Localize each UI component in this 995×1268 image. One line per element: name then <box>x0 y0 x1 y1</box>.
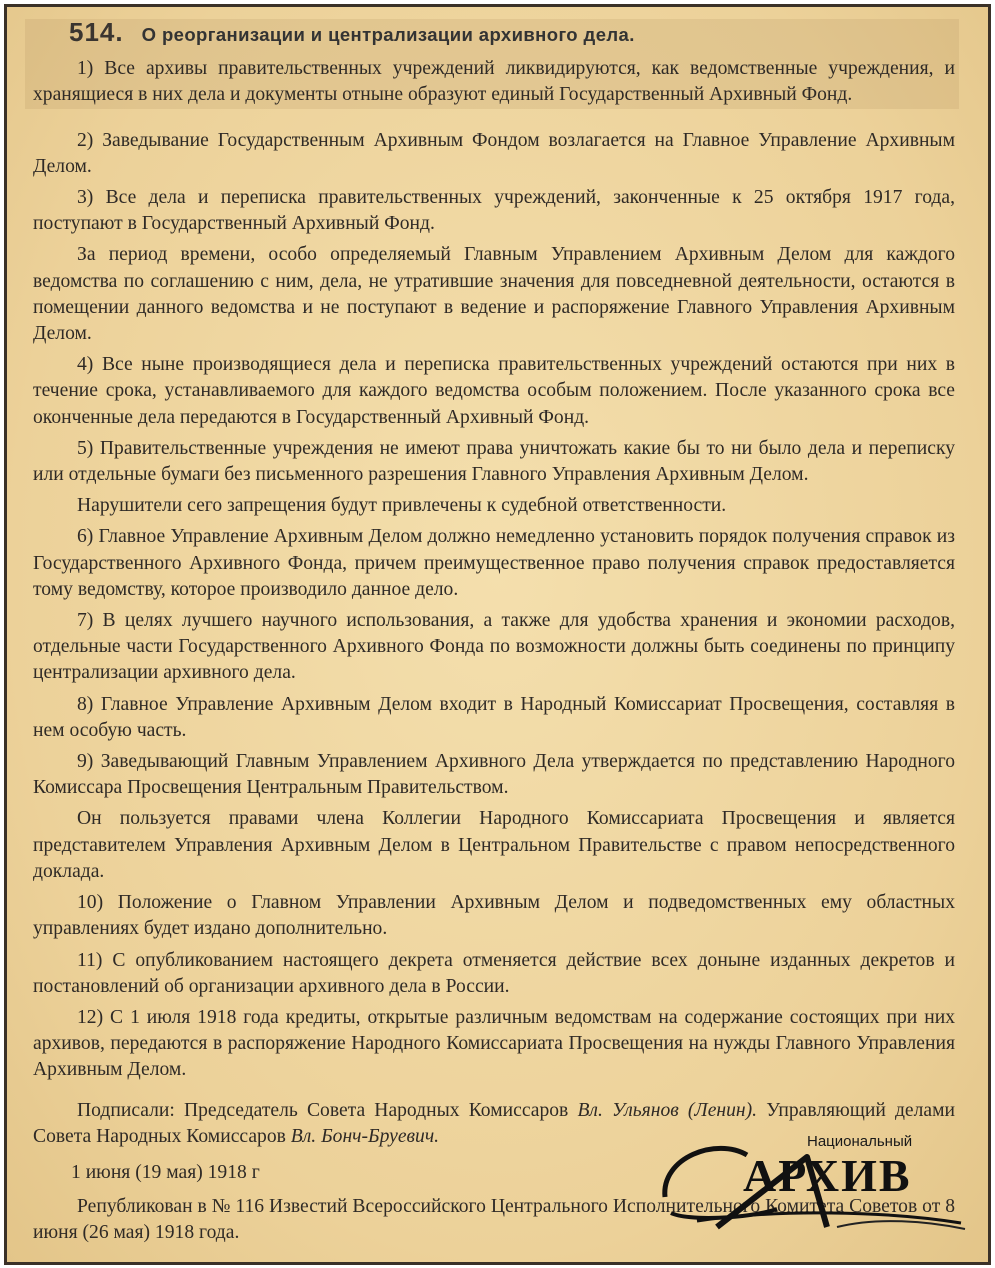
manager-signature-name: Вл. Бонч-Бруевич. <box>290 1125 440 1147</box>
republication-note: Републикован в № 116 Известий Всероссийского Центрального Исполнительного Комитета Советов от 8 июня (26 мая) 1918 года. <box>33 1196 955 1244</box>
point-7: 7) В целях лучшего научного использования, а также для удобства хранения и экономии расходов, отдельные части Государственного Архивного Фонда по возможности должны быть соединены по принципу централизации архивного дела. <box>33 610 955 684</box>
signatures-manager-title: Управляющий делами Совета Народных Комиссаров <box>33 1099 955 1147</box>
decree-heading <box>69 19 955 48</box>
decree-title: О реорганизации и централизации архивного дела. <box>141 24 635 45</box>
decree-date: 1 июня (19 мая) 1918 г <box>71 1161 260 1183</box>
decree-document <box>33 19 955 1247</box>
point-6: 6) Главное Управление Архивным Делом должно немедленно установить порядок получения справок из Государственного Архивного Фонда, причем преимущественное право получения справок предоставляется тому ведомству, которое производило данное дело. <box>33 526 955 600</box>
national-archive-watermark-logo <box>657 1117 969 1237</box>
point-9: 9) Заведывающий Главным Управлением Архивного Дела утверждается по представлению Народного Комиссара Просвещения Центральным Правительством. <box>33 751 955 799</box>
point-8: 8) Главное Управление Архивным Делом входит в Народный Комиссариат Просвещения, составляя в нем особую часть. <box>33 693 955 741</box>
point-9-paragraph-2: Он пользуется правами члена Коллегии Народного Комиссариата Просвещения и является представителем Управления Архивным Делом в Центральном Правительстве с правом непосредственного доклада. <box>33 808 955 882</box>
watermark-subtitle: Национальный <box>807 1133 913 1150</box>
point-2: 2) Заведывание Государственным Архивным Фондом возлагается на Главное Управление Архивным Делом. <box>33 129 955 177</box>
point-10: 10) Положение о Главном Управлении Архивным Делом и подведомственных ему областных управлениях будет издано дополнительно. <box>33 892 955 940</box>
point-11: 11) С опубликованием настоящего декрета отменяется действие всех доныне изданных декретов и постановлений об организации архивного дела в России. <box>33 949 955 997</box>
point-1: 1) Все архивы правительственных учреждений ликвидируются, как ведомственные учреждения, и хранящиеся в них дела и документы отныне образуют единый Государственный Архивный Фонд. <box>33 58 955 106</box>
document-frame <box>4 4 991 1265</box>
signatures-lead: Подписали: Председатель Совета Народных Комиссаров <box>77 1099 569 1121</box>
point-5-paragraph-2: Нарушители сего запрещения будут привлечены к судебной ответственности. <box>77 495 727 517</box>
watermark-title: АРХИВ <box>743 1150 912 1201</box>
point-4: 4) Все ныне производящиеся дела и переписка правительственных учреждений остаются при них в течение срока, устанавливаемого для каждого ведомства особым положением. После указанного срока все оконченные дела передаются в Государственный Архивный Фонд. <box>33 354 955 428</box>
point-5: 5) Правительственные учреждения не имеют права уничтожать какие бы то ни было дела и переписку или отдельные бумаги без письменного разрешения Главного Управления Архивным Делом. <box>33 437 955 486</box>
point-3: 3) Все дела и переписка правительственных учреждений, законченные к 25 октября 1917 года, поступают в Государственный Архивный Фонд. <box>33 187 955 235</box>
point-12: 12) С 1 июля 1918 года кредиты, открытые различным ведомствам на содержание состоящих при них архивов, передаются в распоряжение Народного Комиссариата Просвещения на нужды Главного Управления Архивным Делом. <box>33 1006 955 1081</box>
point-3-paragraph-2: За период времени, особо определяемый Главным Управлением Архивным Делом для каждого ведомства по соглашению с ним, дела, не утратившие значения для повседневной деятельности, остаются в помещении данного ведомства и не поступают в ведение и распоряжение Главного Управления Архивным Делом. <box>33 244 955 345</box>
decree-number: 514. <box>69 17 124 47</box>
chair-signature-name: Вл. Ульянов (Ленин). <box>577 1099 758 1121</box>
decree-header-block <box>25 19 959 109</box>
